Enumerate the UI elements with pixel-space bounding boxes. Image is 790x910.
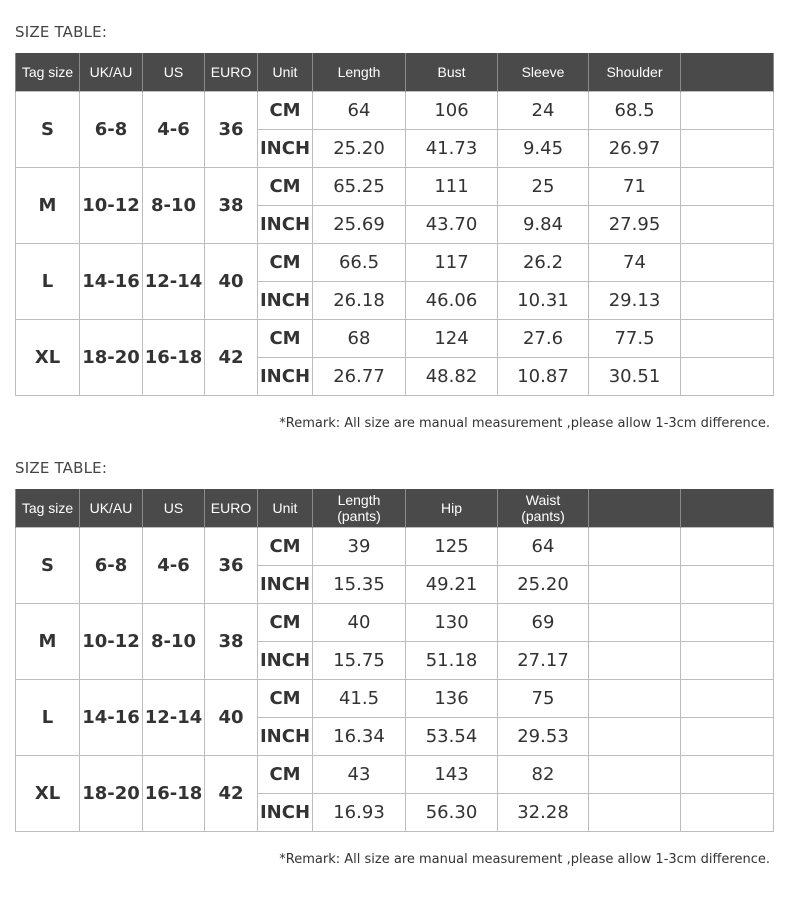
column-header-label: UK/AU	[89, 500, 133, 516]
measurement-cell: 46.06	[406, 282, 498, 320]
tag-size-cell: L	[16, 680, 80, 756]
column-header	[80, 53, 143, 92]
measurement-cell: 9.45	[498, 130, 589, 168]
measurement-cell: 27.17	[498, 642, 589, 680]
column-header	[589, 489, 681, 528]
measurement-cell: 27.95	[589, 206, 681, 244]
euro-size-cell: 36	[205, 528, 258, 604]
column-header	[16, 489, 80, 528]
column-header	[205, 489, 258, 528]
column-header-label: Sleeve	[521, 64, 565, 80]
unit-cell: CM	[258, 528, 313, 566]
column-header-label: Length	[337, 64, 381, 80]
euro-size-cell: 38	[205, 168, 258, 244]
measurement-cell: 15.35	[313, 566, 406, 604]
header-row	[16, 489, 774, 528]
measurement-cell: 130	[406, 604, 498, 642]
size-table-title: SIZE TABLE:	[15, 23, 108, 41]
tag-size-cell: S	[16, 92, 80, 168]
measurement-cell	[589, 566, 681, 604]
euro-size-cell: 36	[205, 92, 258, 168]
measurement-cell: 25.69	[313, 206, 406, 244]
measurement-cell	[681, 756, 774, 794]
column-header	[313, 53, 406, 92]
column-header	[589, 53, 681, 92]
measurement-cell	[681, 282, 774, 320]
column-header	[258, 489, 313, 528]
remark-note: *Remark: All size are manual measurement ,please allow 1-3cm difference.	[279, 416, 770, 431]
unit-cell: INCH	[258, 130, 313, 168]
unit-cell: INCH	[258, 206, 313, 244]
column-header-label: Unit	[272, 64, 298, 80]
tag-size-cell: M	[16, 604, 80, 680]
measurement-cell: 125	[406, 528, 498, 566]
column-header-label: US	[163, 500, 184, 516]
column-header	[681, 489, 774, 528]
measurement-cell	[681, 604, 774, 642]
size-table	[15, 489, 774, 832]
measurement-cell	[681, 566, 774, 604]
column-header-label: Length	[337, 492, 381, 508]
uk-au-size-cell: 18-20	[80, 756, 143, 832]
measurement-cell	[681, 244, 774, 282]
measurement-cell: 24	[498, 92, 589, 130]
measurement-cell: 27.6	[498, 320, 589, 358]
measurement-cell: 136	[406, 680, 498, 718]
measurement-cell: 48.82	[406, 358, 498, 396]
measurement-cell	[589, 528, 681, 566]
measurement-cell: 64	[313, 92, 406, 130]
measurement-cell	[589, 756, 681, 794]
column-header	[143, 489, 205, 528]
measurement-cell: 64	[498, 528, 589, 566]
unit-cell: INCH	[258, 358, 313, 396]
column-header	[498, 489, 589, 528]
unit-cell: CM	[258, 92, 313, 130]
measurement-cell	[681, 642, 774, 680]
measurement-cell: 143	[406, 756, 498, 794]
measurement-cell: 77.5	[589, 320, 681, 358]
measurement-cell: 53.54	[406, 718, 498, 756]
tag-size-cell: XL	[16, 320, 80, 396]
column-header-label: Tag size	[21, 64, 74, 80]
euro-size-cell: 38	[205, 604, 258, 680]
measurement-cell	[681, 358, 774, 396]
measurement-cell: 43	[313, 756, 406, 794]
us-size-cell: 4-6	[143, 92, 205, 168]
uk-au-size-cell: 18-20	[80, 320, 143, 396]
column-header-label: Bust	[437, 64, 466, 80]
measurement-cell	[681, 320, 774, 358]
measurement-cell: 9.84	[498, 206, 589, 244]
measurement-cell: 43.70	[406, 206, 498, 244]
unit-cell: CM	[258, 604, 313, 642]
column-header	[406, 489, 498, 528]
unit-cell: CM	[258, 680, 313, 718]
column-header	[406, 53, 498, 92]
euro-size-cell: 40	[205, 680, 258, 756]
size-table-title: SIZE TABLE:	[15, 459, 108, 477]
table-row	[16, 92, 774, 130]
column-header	[143, 53, 205, 92]
measurement-cell: 41.5	[313, 680, 406, 718]
measurement-cell: 69	[498, 604, 589, 642]
uk-au-size-cell: 14-16	[80, 244, 143, 320]
us-size-cell: 16-18	[143, 756, 205, 832]
uk-au-size-cell: 14-16	[80, 680, 143, 756]
column-header-label: (pants)	[521, 508, 565, 524]
table-row	[16, 168, 774, 206]
measurement-cell: 26.97	[589, 130, 681, 168]
column-header-label: Unit	[272, 500, 298, 516]
column-header-label: Tag size	[21, 500, 74, 516]
us-size-cell: 8-10	[143, 604, 205, 680]
table-row	[16, 244, 774, 282]
remark-note: *Remark: All size are manual measurement ,please allow 1-3cm difference.	[279, 852, 770, 867]
unit-cell: CM	[258, 756, 313, 794]
measurement-cell	[681, 168, 774, 206]
measurement-cell: 56.30	[406, 794, 498, 832]
measurement-cell: 10.31	[498, 282, 589, 320]
measurement-cell	[681, 130, 774, 168]
uk-au-size-cell: 6-8	[80, 528, 143, 604]
measurement-cell: 39	[313, 528, 406, 566]
measurement-cell: 117	[406, 244, 498, 282]
measurement-cell: 16.93	[313, 794, 406, 832]
tag-size-cell: L	[16, 244, 80, 320]
measurement-cell: 30.51	[589, 358, 681, 396]
measurement-cell	[681, 528, 774, 566]
measurement-cell: 68	[313, 320, 406, 358]
tag-size-cell: S	[16, 528, 80, 604]
measurement-cell: 82	[498, 756, 589, 794]
uk-au-size-cell: 6-8	[80, 92, 143, 168]
tag-size-cell: M	[16, 168, 80, 244]
unit-cell: INCH	[258, 718, 313, 756]
measurement-cell: 26.18	[313, 282, 406, 320]
column-header	[313, 489, 406, 528]
measurement-cell	[589, 794, 681, 832]
euro-size-cell: 42	[205, 756, 258, 832]
measurement-cell	[681, 794, 774, 832]
column-header-label: UK/AU	[89, 64, 133, 80]
measurement-cell	[681, 206, 774, 244]
unit-cell: CM	[258, 320, 313, 358]
measurement-cell	[589, 680, 681, 718]
unit-cell: INCH	[258, 794, 313, 832]
euro-size-cell: 40	[205, 244, 258, 320]
column-header-label: US	[163, 64, 184, 80]
measurement-cell: 25.20	[313, 130, 406, 168]
column-header-label: (pants)	[337, 508, 381, 524]
measurement-cell: 41.73	[406, 130, 498, 168]
measurement-cell: 75	[498, 680, 589, 718]
measurement-cell	[589, 604, 681, 642]
table-row	[16, 604, 774, 642]
measurement-cell: 26.2	[498, 244, 589, 282]
measurement-cell: 49.21	[406, 566, 498, 604]
measurement-cell: 68.5	[589, 92, 681, 130]
column-header-label: Hip	[440, 500, 462, 516]
column-header	[16, 53, 80, 92]
unit-cell: CM	[258, 168, 313, 206]
us-size-cell: 4-6	[143, 528, 205, 604]
column-header-label: EURO	[210, 500, 252, 516]
measurement-cell: 74	[589, 244, 681, 282]
measurement-cell: 66.5	[313, 244, 406, 282]
measurement-cell: 15.75	[313, 642, 406, 680]
column-header-label: Waist	[525, 492, 561, 508]
column-header	[258, 53, 313, 92]
measurement-cell	[681, 718, 774, 756]
unit-cell: INCH	[258, 642, 313, 680]
table-row	[16, 680, 774, 718]
uk-au-size-cell: 10-12	[80, 168, 143, 244]
measurement-cell: 25.20	[498, 566, 589, 604]
measurement-cell: 51.18	[406, 642, 498, 680]
measurement-cell: 29.13	[589, 282, 681, 320]
header-row	[16, 53, 774, 92]
us-size-cell: 12-14	[143, 680, 205, 756]
column-header	[498, 53, 589, 92]
measurement-cell	[681, 680, 774, 718]
size-table	[15, 53, 774, 396]
measurement-cell: 16.34	[313, 718, 406, 756]
us-size-cell: 12-14	[143, 244, 205, 320]
measurement-cell	[589, 642, 681, 680]
tag-size-cell: XL	[16, 756, 80, 832]
column-header	[80, 489, 143, 528]
table-row	[16, 320, 774, 358]
measurement-cell	[589, 718, 681, 756]
column-header-label: EURO	[210, 64, 252, 80]
unit-cell: INCH	[258, 282, 313, 320]
measurement-cell: 25	[498, 168, 589, 206]
column-header-label: Shoulder	[606, 64, 663, 80]
measurement-cell: 71	[589, 168, 681, 206]
table-row	[16, 756, 774, 794]
table-row	[16, 528, 774, 566]
us-size-cell: 16-18	[143, 320, 205, 396]
euro-size-cell: 42	[205, 320, 258, 396]
measurement-cell: 32.28	[498, 794, 589, 832]
measurement-cell	[681, 92, 774, 130]
unit-cell: CM	[258, 244, 313, 282]
unit-cell: INCH	[258, 566, 313, 604]
column-header	[205, 53, 258, 92]
measurement-cell: 26.77	[313, 358, 406, 396]
measurement-cell: 124	[406, 320, 498, 358]
measurement-cell: 29.53	[498, 718, 589, 756]
measurement-cell: 106	[406, 92, 498, 130]
uk-au-size-cell: 10-12	[80, 604, 143, 680]
measurement-cell: 40	[313, 604, 406, 642]
us-size-cell: 8-10	[143, 168, 205, 244]
column-header	[681, 53, 774, 92]
measurement-cell: 111	[406, 168, 498, 206]
measurement-cell: 10.87	[498, 358, 589, 396]
measurement-cell: 65.25	[313, 168, 406, 206]
